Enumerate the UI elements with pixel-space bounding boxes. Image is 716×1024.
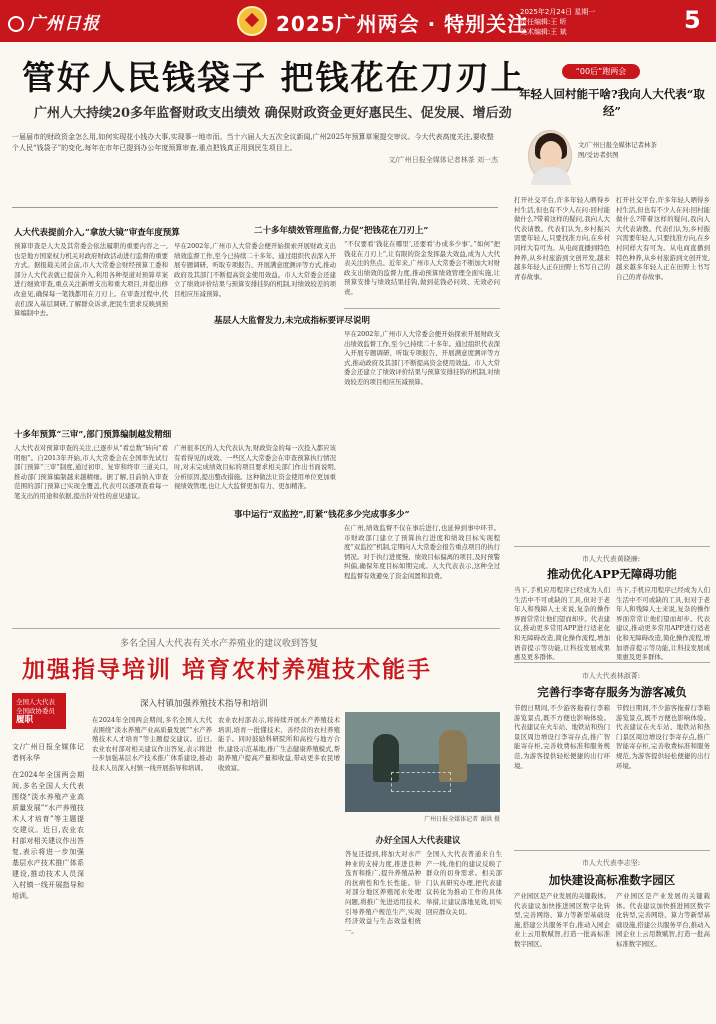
main-headline: 管好人民钱袋子 把钱花在刀刃上 <box>22 58 526 97</box>
avatar-face <box>540 141 562 167</box>
lower-subhead-2: 办好全国人大代表建议 <box>375 836 461 846</box>
lower-text: 在2024年全国两会期间,多名全国人大代表围绕“淡水养殖产业高质量发展”“水产养殖技术人才培育”等主题提交建议。近日,农业农村部对相关建议作出答复,表示将进一步加强基层水产技术推广体系建设,推动技术人员深入村镇一线开展指导和培训。 <box>12 771 84 900</box>
section-head-grassroots: 基层人大监督发力,未完成指标要评尽说明 <box>214 316 370 326</box>
lead-paragraph <box>12 128 498 208</box>
box3-kicker: 市人大代表李志坚: <box>581 859 641 867</box>
box1-headline: 推动优化APP无障碍功能 <box>547 567 677 581</box>
editor-credit: 责任编辑:王 昕 <box>520 18 567 26</box>
divider <box>514 662 710 663</box>
column-tag-main: 履职 <box>16 715 34 725</box>
divider <box>514 546 710 547</box>
divider <box>514 850 710 851</box>
event-title: 2025广州两会 · 特别关注 <box>276 12 529 36</box>
lower-text-column: 在2024年全国两会期间,多名全国人大代表围绕“淡水养殖产业高质量发展”“水产养殖技术人才培育”等主题提交建议。近日,农业农村部对相关建议作出答复,表示将进一步加强基层水产技术推广体系建设,推动技术人员深入村镇一线开展指导和培训。 <box>92 716 212 772</box>
main-subheadline: 广州人大持续20多年监督财政支出绩效 确保财政资金更好惠民生、促发展、增后劲 <box>34 106 512 121</box>
section-head-performance: 二十多年绩效管理监督,力促“把钱花在刀刃上” <box>254 226 429 236</box>
section-head-dual-monitoring: 事中运行“双监控”,盯紧“钱花多少完成事多少” <box>234 510 410 520</box>
box3-text: 产业园区是产业发展的关键载体。代表建议加快推进园区数字化转型,完善网络、算力等新型基础设施,搭建公共服务平台,推动入园企业上云用数赋智,打造一批高标准数字园区。 <box>616 892 710 948</box>
newspaper-logo <box>8 9 100 34</box>
box3-text: 产业园区是产业发展的关键载体。代表建议加快推进园区数字化转型,完善网络、算力等新型基础设施,搭建公共服务平台,推动入园企业上云用数赋智,打造一批高标准数字园区。 <box>514 892 610 948</box>
sidebar-title: 年轻人回村能干啥?我向人大代表“取经” <box>519 87 705 118</box>
divider <box>12 628 500 629</box>
article-column: 早在2002年,广州市人大常委会便开始探索开展财政支出绩效监督工作,至今已持续二十多年。通过组织代表深入开展专题调研、听取专项报告、开展满意度测评等方式,推动政府及其部门不断提高资金使用效益。市人大常委会还建立了绩效评价结果与预算安排挂钩的机制,对绩效较差的项目相应压减预算。 <box>344 330 500 386</box>
logo-icon <box>8 16 24 32</box>
lower-subhead: 深入村镇加强养殖技术指导和培训 <box>140 699 268 709</box>
box1-text: 当下,手机应用程序已经成为人们生活中不可或缺的工具,但对于老年人和残障人士来说,复杂的操作界面常常让他们望而却步。代表建议,推动更多常用APP进行适老化和无障碍改造,简化操作流程,增加语音提示等功能,让科技发展成果惠及更多群体。 <box>616 586 710 662</box>
photo-caption: 广州日报全媒体记者 谢洪 摄 <box>424 816 500 823</box>
issue-date: 2025年2月24日 星期一 <box>520 8 596 16</box>
lower-byline-col <box>12 742 84 1018</box>
box2-headline: 完善行李寄存服务为游客减负 <box>537 685 687 699</box>
lower-headline: 加强指导培训 培育农村养殖技术能手 <box>22 656 433 683</box>
box2-kicker: 市人大代表林淑菁: <box>581 672 641 680</box>
designer-credit: 美术编辑:王 斌 <box>520 28 567 36</box>
photo-net <box>391 772 451 792</box>
dateline <box>520 7 595 37</box>
article-column: 早在2002年,广州市人大常委会便开始探索开展财政支出绩效监督工作,至今已持续二十多年。通过组织代表深入开展专题调研、听取专项报告、开展满意度测评等方式,推动政府及其部门不断提高资金使用效益。市人大常委会还建立了绩效评价结果与预算安排挂钩的机制,对绩效较差的项目相应压减预算。 <box>174 242 336 298</box>
box2-text: 节假日期间,不少游客拖着行李箱游览景点,既不方便也影响体验。代表建议在火车站、地铁站和热门景区周边增设行李寄存点,推广智能寄存柜,完善收费标准和服务规范,为游客提供轻松便捷的出行环境。 <box>514 704 610 770</box>
section-head-three-reviews: 十多年预算“三审”,部门预算编制越发精细 <box>14 430 172 440</box>
lower-text-column: 全国人大代表普通来自生产一线,他们的建议反映了群众的切身需求。相关部门认真研究办理,把代表建议转化为推动工作的具体举措,让建议落地见效,切实回应群众关切。 <box>426 850 502 916</box>
divider <box>344 308 500 309</box>
lower-kicker: 多名全国人大代表有关水产养殖业的建议收到答复 <box>120 639 319 649</box>
article-column: 预算审查是人大及其常委会依法履职的重要内容之一,也是地方国家权力机关对政府财政活动进行监督的重要方式。据报载关闭会前,市人大常委会财经预算工委和部分人大代表就已提前介入,利用各种渠道对预算草案进行细致审查,重点关注新增支出和重大项目,并提出修改意见,确保每一笔钱都用在刀刃上。在审查过程中,代表们深入基层调研,了解群众诉求,把民生需求反映到预算编制中去。 <box>14 242 168 318</box>
article-column: 在广州,绩效监督不仅在事后进行,也延伸到事中环节。市财政部门建立了预算执行进度和绩效目标实现程度“双监控”机制,定期向人大常委会报告重点项目的执行情况。对于执行进度慢、绩效目标偏离的项目,及时预警纠偏,确保年度目标如期完成。人大代表表示,这种全过程监督有效避免了资金闲置和浪费。 <box>344 524 500 580</box>
column-tag-sub: 全国政协委员 <box>16 707 55 715</box>
column-tag-label: 全国人大代表 <box>16 698 55 706</box>
article-column: 人大代表对预算审查的关注,已逐步从“看总数”转向“看明细”。自2013年开始,市人大常委会在全国率先试行部门预算“三审”制度,通过初审、复审和终审三道关口,推动部门预算编制越来越精细。据了解,目前纳入审查范围的部门预算已实现全覆盖,代表可以逐项查看每一笔支出的用途和依据,提出针对性的意见建议。 <box>14 444 168 500</box>
sidebar-text: 打开社交平台,许多年轻人晒得乡村生活,但也有不少人在问:回村能做什么?带着这样的疑问,我向人大代表请教。代表们认为,乡村振兴需要年轻人,只要找准方向,在乡村同样大有可为。从电商直播到特色种养,从乡村旅游到文创开发,越来越多年轻人正在田野上书写自己的青春故事。 <box>514 196 610 281</box>
article-column: “不仅要看‘钱花在哪里’,还要看‘办成多少事’。”如何“把钱花在刀刃上”,让有限的资金发挥最大效益,成为人大代表关注的焦点。近年来,广州市人大常委会不断加大对财政支出绩效的监督力度,推动预算绩效管理全面实施,让预算安排与绩效结果挂钩,做到花钱必问效、无效必问责。 <box>344 240 500 296</box>
emblem-icon <box>237 6 267 36</box>
byline: 文/广州日报全媒体记者林茶 刘一杰 <box>388 156 498 164</box>
column-tag <box>12 693 66 729</box>
page-number: 5 <box>684 6 701 34</box>
box3-headline: 加快建设高标准数字园区 <box>548 873 676 887</box>
logo-text: 广州日报 <box>28 14 100 34</box>
lower-text-column: 农业农村部表示,将持续开展水产养殖技术培训,培育一批懂技术、善经营的农村养殖能手。同时鼓励科研院所和高校与地方合作,建设示范基地,推广生态健康养殖模式,帮助养殖户提高产量和收益,带动更多农民增收致富。 <box>218 716 340 772</box>
avatar-shirt <box>531 167 571 185</box>
box2-text: 节假日期间,不少游客拖着行李箱游览景点,既不方便也影响体验。代表建议在火车站、地铁站和热门景区周边增设行李寄存点,推广智能寄存柜,完善收费标准和服务规范,为游客提供轻松便捷的出行环境。 <box>616 704 710 770</box>
sidebar-text: 打开社交平台,许多年轻人晒得乡村生活,但也有不少人在问:回村能做什么?带着这样的疑问,我向人大代表请教。代表们认为,乡村振兴需要年轻人,只要找准方向,在乡村同样大有可为。从电商直播到特色种养,从乡村旅游到文创开发,越来越多年轻人正在田野上书写自己的青春故事。 <box>616 196 710 281</box>
box1-text: 当下,手机应用程序已经成为人们生活中不可或缺的工具,但对于老年人和残障人士来说,复杂的操作界面常常让他们望而却步。代表建议,推动更多常用APP进行适老化和无障碍改造,简化操作流程,增加语音提示等功能,让科技发展成果惠及更多群体。 <box>514 586 610 662</box>
lower-byline: 文/广州日报全媒体记者何永华 <box>12 743 84 762</box>
avatar <box>528 130 572 182</box>
sidebar-badge: “00后”跑两会 <box>562 64 640 79</box>
section-head-budget-review: 人大代表提前介入,“拿放大镜”审查年度预算 <box>14 228 180 238</box>
masthead <box>0 0 716 42</box>
article-column: 广州很多区的人大代表认为,财政资金的每一次投入都应该有看得见的成效。一些区人大常委会在审查预算执行情况时,对未完成绩效目标的项目要求相关部门作出书面说明,分析原因,提出整改措施。这种做法让资金使用单位更加重视绩效管理,也让人大监督更加有力、更加精准。 <box>174 444 336 491</box>
lead-text: 一届届市的财政资金怎么用,如何实现花小钱办大事,实现事一地市而。当十六届人大五次全议新闻,广州2025年预算草案提交审议。今大代表高度关注,要收整个人民“钱袋子”的变化,每年在市年已提到办公年度预算审查,重点把钱真正用到民生项目上。 <box>12 133 494 152</box>
lower-text-column: 答复还提到,将加大对水产种业的支持力度,推进良种选育和推广,提升养殖品种的抗病性和生长性能。针对部分地区养殖尾水处理问题,将推广先进适用技术,引导养殖户规范生产,实现经济效益与生态效益相统一。 <box>345 850 421 935</box>
box1-kicker: 市人大代表黄晓廉: <box>581 555 641 563</box>
sidebar-photo-caption: 文/广州日报全媒体记者林茶 图/受访者供图 <box>578 141 657 159</box>
fishing-photo <box>345 712 500 812</box>
